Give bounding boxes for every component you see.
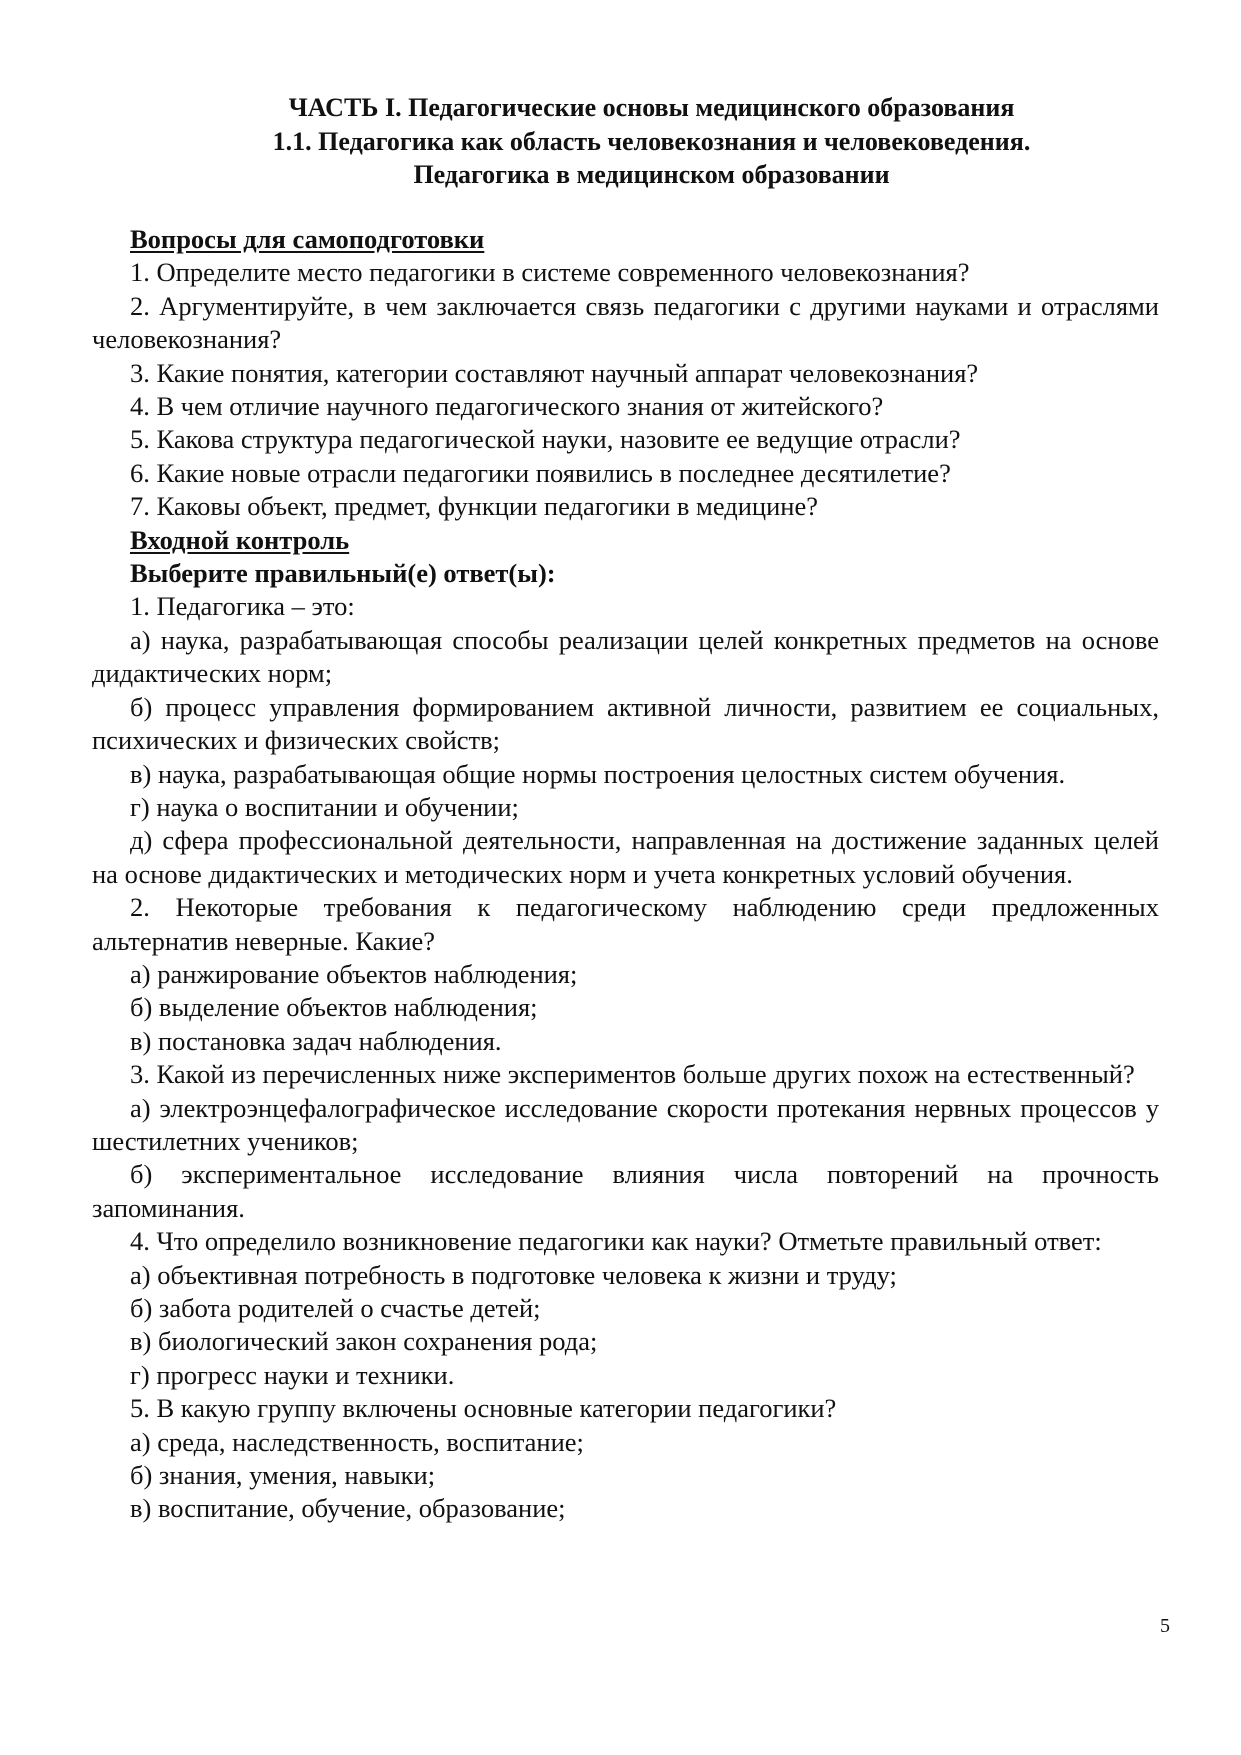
- answer-option: в) воспитание, обучение, образование;: [130, 1493, 566, 1524]
- answer-option: а) объективная потребность в подготовке человека к жизни и труду;: [130, 1259, 897, 1290]
- answer-option: б) забота родителей о счастье детей;: [130, 1293, 541, 1323]
- part-heading: ЧАСТЬ I. Педагогические основы медицинского образования: [288, 93, 1015, 122]
- test-question: 1. Педагогика – это:: [130, 591, 355, 622]
- answer-option: а) наука, разрабатывающая способы реализации целей конкретных предметов на основе дидактических норм;: [92, 624, 1159, 689]
- self-study-question: 7. Каковы объект, предмет, функции педагогики в медицине?: [130, 491, 818, 522]
- answer-option: г) прогресс науки и техники.: [130, 1359, 455, 1390]
- answer-option: д) сфера профессиональной деятельности, направленная на достижение заданных целей на основе дидактических и методических норм и учета конкретных условий обучения.: [92, 825, 1159, 889]
- answer-option: г) наука о воспитании и обучении;: [130, 791, 519, 822]
- test-question: 5. В какую группу включены основные категории педагогики?: [130, 1393, 837, 1424]
- answer-option: а) ранжирование объектов наблюдения;: [130, 958, 578, 989]
- answer-option: в) наука, разрабатывающая общие нормы построения целостных систем обучения.: [130, 758, 1066, 789]
- document-body: [92, 223, 1159, 1526]
- test-question: 3. Какой из перечисленных ниже экспериментов больше других похож на естественный?: [130, 1059, 1135, 1090]
- answer-option: а) среда, наследственность, воспитание;: [130, 1426, 584, 1457]
- section-subtitle: Педагогика в медицинском образовании: [413, 160, 890, 189]
- self-study-question: 4. В чем отличие научного педагогического знания от житейского?: [130, 391, 884, 422]
- section-heading: 1.1. Педагогика как область человекознания и человековедения.: [272, 127, 1031, 156]
- self-study-title: Вопросы для самоподготовки: [130, 224, 485, 254]
- entry-control-title: Входной контроль: [130, 524, 350, 555]
- answer-option: б) процесс управления формированием активной личности, развитием ее социальных, психических и физических свойств;: [92, 691, 1159, 756]
- test-question: 2. Некоторые требования к педагогическому наблюдению среди предложенных альтернатив неверные. Какие?: [92, 892, 1159, 956]
- answer-option: б) знания, умения, навыки;: [130, 1460, 436, 1491]
- self-study-question: 6. Какие новые отрасли педагогики появились в последнее десятилетие?: [130, 457, 951, 488]
- answer-option: в) биологический закон сохранения рода;: [130, 1326, 598, 1357]
- answer-option: а) электроэнцефалографическое исследование скорости протекания нервных процессов у шестилетних учеников;: [92, 1092, 1159, 1156]
- test-question: 4. Что определило возникновение педагогики как науки? Отметьте правильный ответ:: [130, 1226, 1102, 1257]
- self-study-question: 5. Какова структура педагогической науки, назовите ее ведущие отрасли?: [130, 424, 961, 455]
- self-study-question: 3. Какие понятия, категории составляют научный аппарат человекознания?: [130, 357, 979, 388]
- page-number: 5: [1160, 1615, 1170, 1637]
- self-study-question: 1. Определите место педагогики в системе современного человекознания?: [130, 257, 970, 288]
- answer-option: в) постановка задач наблюдения.: [130, 1025, 502, 1056]
- answer-option: б) выделение объектов наблюдения;: [130, 992, 538, 1023]
- self-study-question: 2. Аргументируйте, в чем заключается связь педагогики с другими науками и отраслями человекознания?: [92, 290, 1159, 355]
- answer-option: б) экспериментальное исследование влияния числа повторений на прочность запоминания.: [92, 1159, 1159, 1223]
- entry-control-instruction: Выберите правильный(е) ответ(ы):: [130, 558, 556, 589]
